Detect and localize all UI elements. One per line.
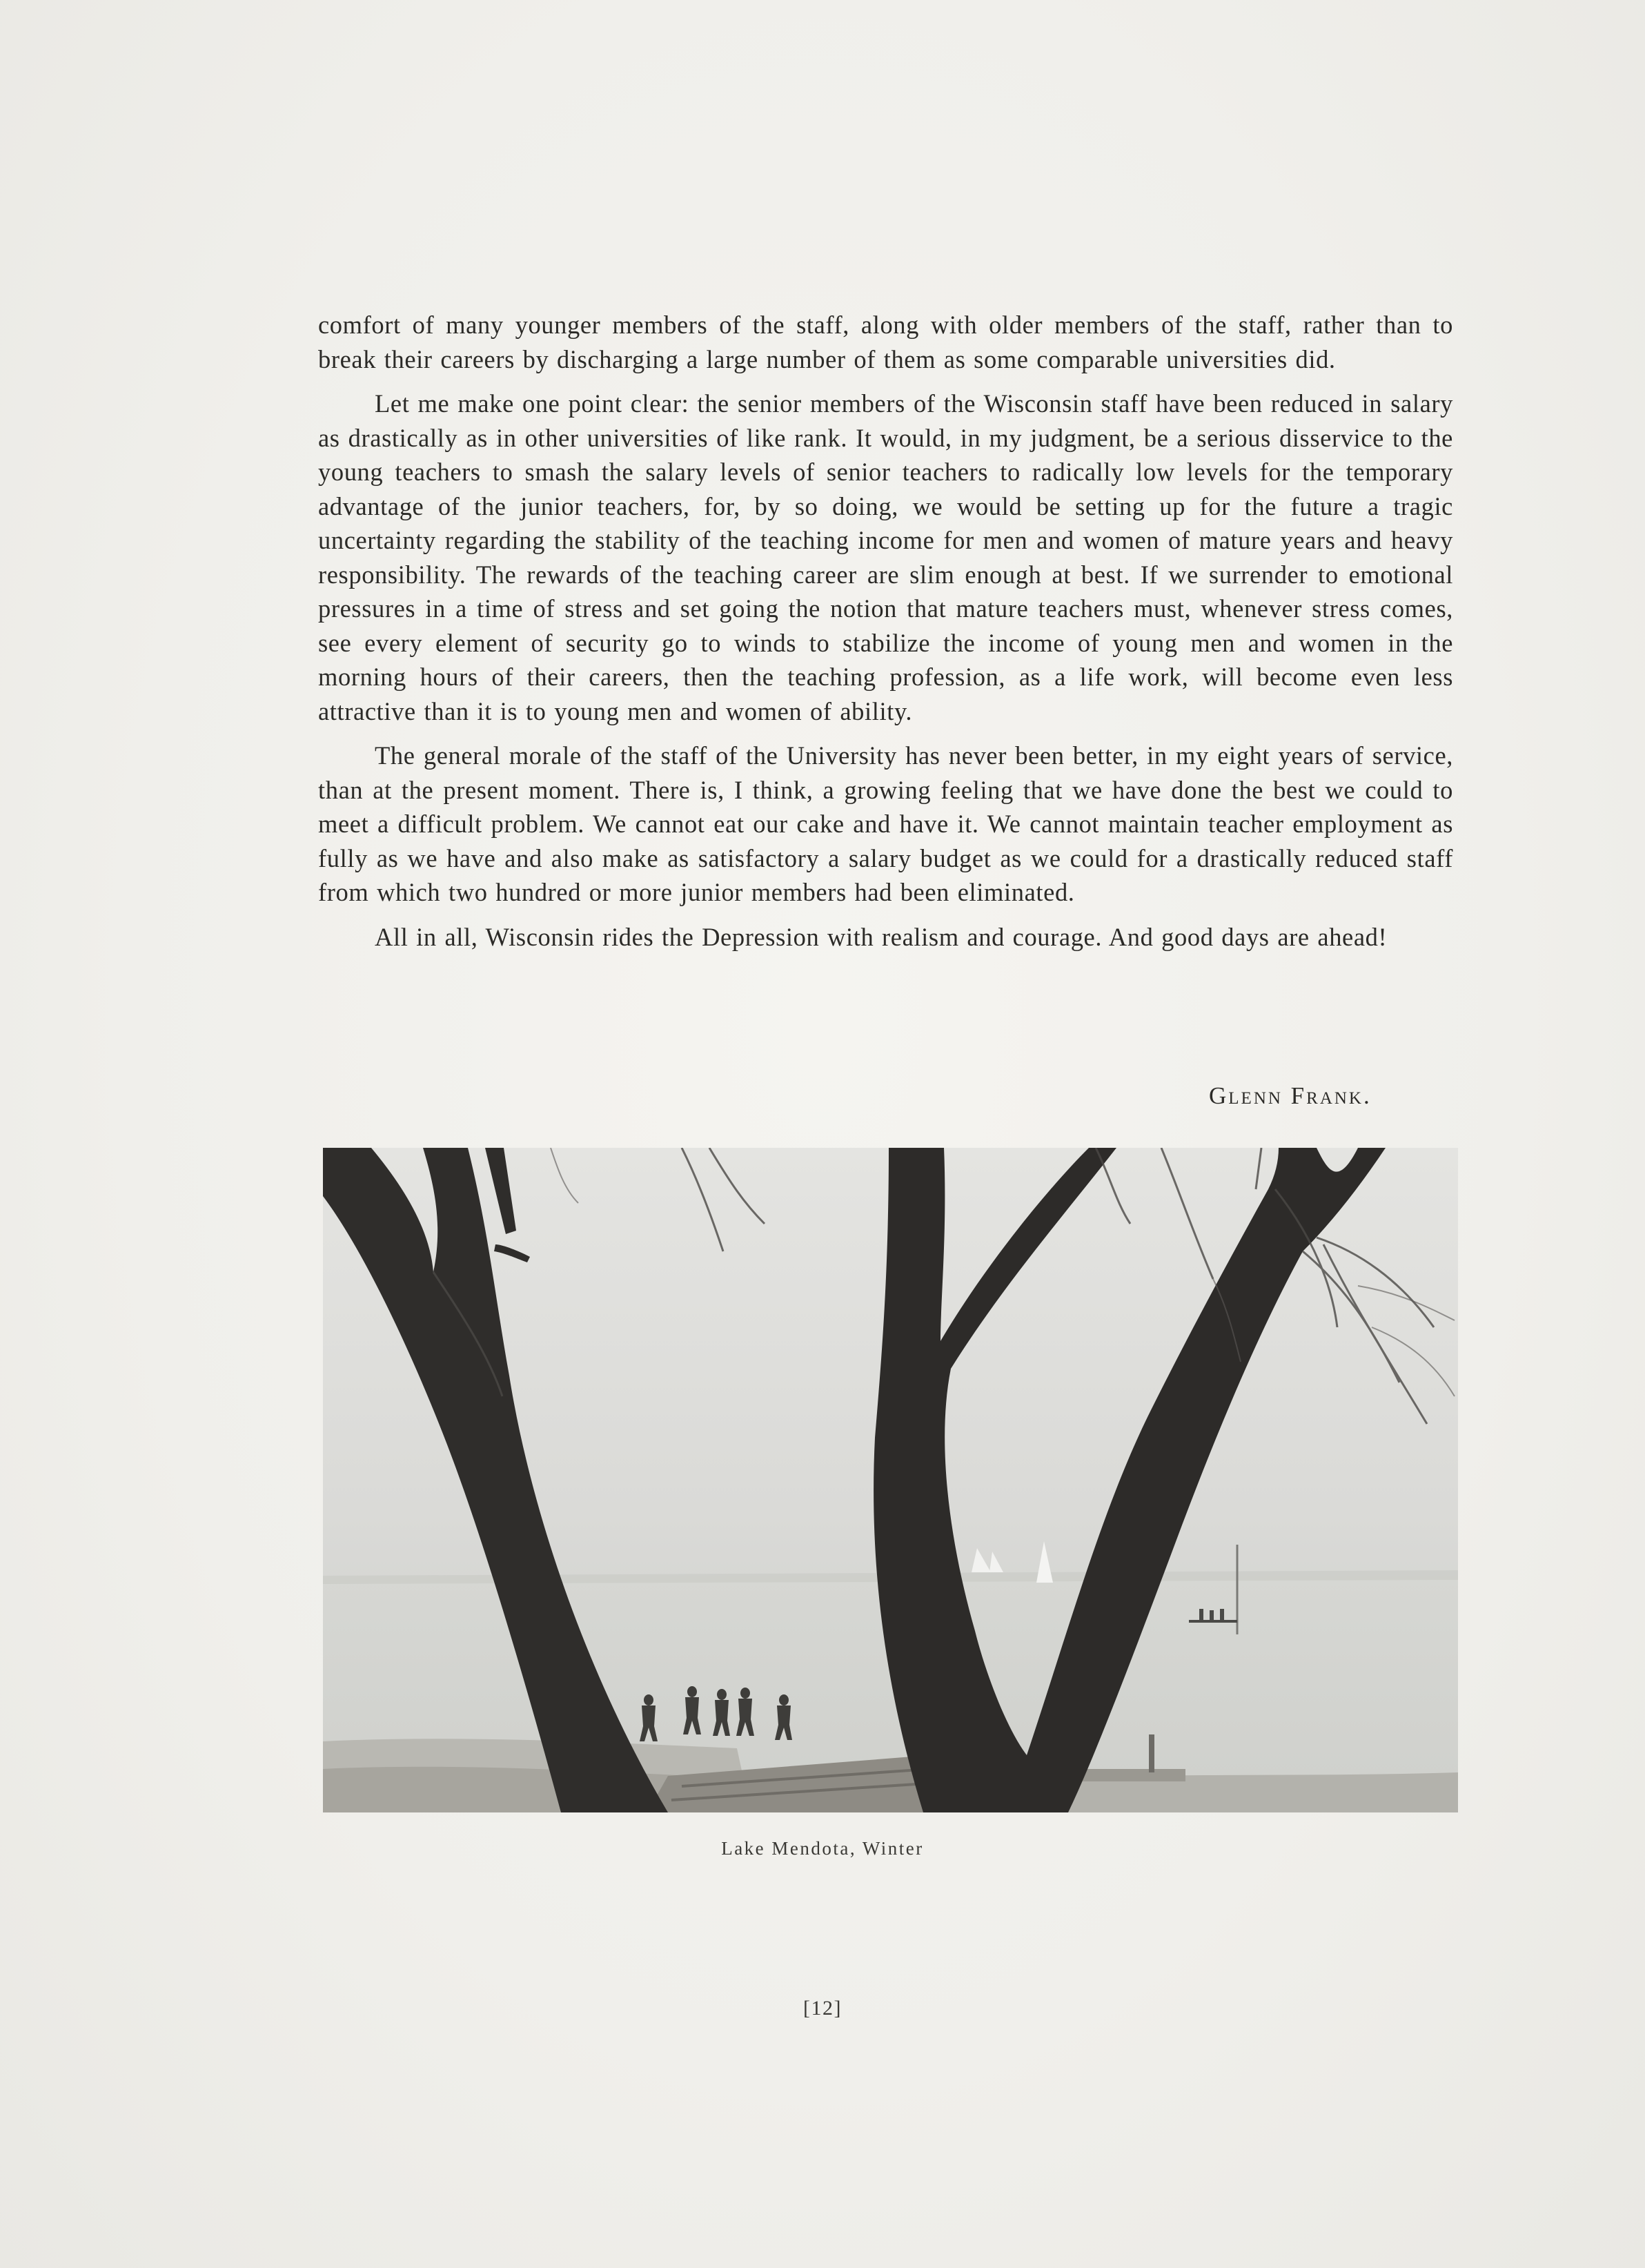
lake-photo — [323, 1148, 1458, 1812]
paragraph-2: Let me make one point clear: the senior members of the Wisconsin staff have been reduced in salary as drastically as in other universities of like rank. It would, in my judgment, be a serious disservice to the young teachers to smash the salary levels of senior teachers to radically low levels for the temporary advantage of the junior teachers, for, by so doing, we would be setting up for the future a tragic uncertainty regarding the stability of the teaching income for men and women of mature years and heavy responsibility. The rewards of the teaching career are slim enough at best. If we surrender to emotional pressures in a time of stress and set going the notion that mature teachers must, whenever stress comes, see every element of security go to winds to stabilize the income of young men and women in the morning hours of their careers, then the teaching profession, as a life work, will become even less attractive than it is to young men and women of ability. — [318, 389, 1453, 725]
paragraph-1: comfort of many younger members of the staff, along with older members of the staff, rather than to break their careers by discharging a large number of them as some comparable universities did. — [318, 311, 1453, 373]
lake-photo-image — [323, 1148, 1458, 1812]
article-body — [318, 308, 1453, 954]
photo-caption: Lake Mendota, Winter — [721, 1838, 924, 1859]
paragraph-4: All in all, Wisconsin rides the Depression with realism and courage. And good days are ahead! — [375, 922, 1388, 951]
paragraph-3: The general morale of the staff of the University has never been better, in my eight years of service, than at the present moment. There is, I think, a growing feeling that we have done the best we could to meet a difficult problem. We cannot eat our cake and have it. We cannot maintain teacher employment as fully as we have and also make as satisfactory a salary budget as we could for a drastically reduced staff from which two hundred or more junior members had been eliminated. — [318, 741, 1453, 906]
page-number: [12] — [803, 1997, 842, 2020]
author-signature: Glenn Frank. — [1209, 1082, 1372, 1109]
